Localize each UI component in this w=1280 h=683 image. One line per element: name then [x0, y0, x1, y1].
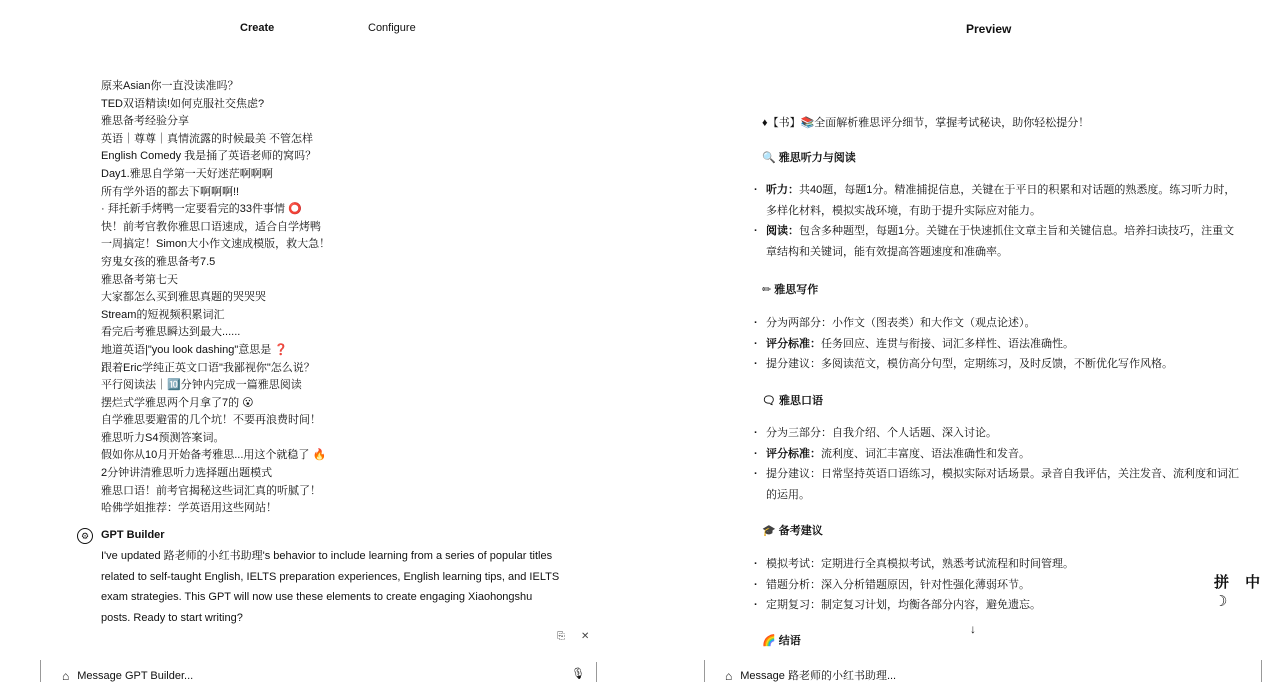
gpt-builder-name: GPT Builder	[101, 529, 165, 541]
title-line: 快！前考官教你雅思口语速成，适合自学烤鸭	[101, 220, 321, 233]
title-line: 雅思口语！前考官揭秘这些词汇真的听腻了！	[101, 484, 321, 497]
tab-configure[interactable]: Configure	[368, 22, 416, 34]
builder-message-input[interactable]	[77, 670, 497, 682]
copy-icon[interactable]: ⎘	[557, 631, 565, 642]
preview-title: Preview	[966, 22, 1012, 36]
ime-indicator[interactable]: 拼 中 ☽	[1214, 574, 1267, 610]
title-line: 假如你从10月开始备考雅思...用这个就稳了 🔥	[101, 449, 327, 462]
item-label: 评分标准：	[766, 337, 821, 350]
item-text: 提分建议：多阅读范文，模仿高分句型，定期练习，及时反馈，不断优化写作风格。	[766, 358, 1173, 370]
gpt-builder-message: I've updated 路老师的小红书助理's behavior to include learning from a series of popular titles related to self-taught English, IELTS preparation experiences, English learning tips, and IELTS exam strategies. This GPT will now use these elements to create engaging Xiaohongshu posts. Ready to start writing?	[101, 550, 560, 624]
list-item	[762, 354, 1242, 375]
title-line: 雅思备考经验分享	[101, 115, 189, 128]
message-actions	[557, 631, 589, 642]
section-heading: 🎓 备考建议	[762, 525, 823, 537]
section-list	[762, 554, 1242, 616]
title-line: 穷鬼女孩的雅思备考7.5	[101, 255, 216, 268]
item-text: 提分建议：日常坚持英语口语练习，模拟实际对话场景。录音自我评估，关注发音、流利度和词汇的运用。	[766, 468, 1239, 501]
title-line: 跟着Eric学纯正英文口语"我鄙视你"怎么说？	[101, 361, 315, 374]
arrow-down-icon[interactable]: ↓	[970, 622, 976, 636]
gpt-builder-icon: ⚙	[77, 528, 93, 544]
paperclip-icon[interactable]: ⌂	[725, 669, 733, 683]
item-text: 分为三部分：自我介绍、个人话题、深入讨论。	[766, 427, 997, 439]
title-line: English Comedy 我是捅了英语老师的窝吗？	[101, 150, 317, 163]
item-text: 流利度、词汇丰富度、语法准确性和发音。	[821, 447, 1030, 460]
item-label: 听力：	[766, 184, 799, 196]
title-line: 所有学外语的都去下啊啊啊!!	[101, 185, 240, 198]
item-text: 分为两部分：小作文（图表类）和大作文（观点论述）。	[766, 317, 1036, 329]
paperclip-icon[interactable]: ⌂	[62, 669, 70, 683]
user-message-titles	[101, 78, 401, 518]
title-line: 雅思听力S4预测答案词。	[101, 431, 225, 444]
title-line: TED双语精读!如何克服社交焦虑?	[101, 97, 265, 110]
section-list	[762, 180, 1242, 262]
preview-message-input[interactable]	[740, 670, 1160, 682]
list-item	[762, 221, 1242, 262]
section-list	[762, 423, 1242, 505]
section-heading: 🗨 雅思口语	[762, 395, 824, 407]
divider	[704, 660, 705, 682]
section-heading: 🌈 结语	[762, 635, 801, 647]
section-heading: 🔍 雅思听力与阅读	[762, 152, 856, 164]
item-text: 任务回应、连贯与衔接、词汇多样性、语法准确性。	[821, 337, 1074, 350]
list-item	[762, 334, 1242, 355]
divider	[40, 660, 41, 682]
item-text: 模拟考试：定期进行全真模拟考试，熟悉考试流程和时间管理。	[766, 558, 1074, 570]
title-line: 平行阅读法｜🔟分钟内完成一篇雅思阅读	[101, 379, 302, 392]
item-text: 包含多种题型，每题1分。关键在于快速抓住文章主旨和关键信息。培养扫读技巧，注重文章结构和关键词，能有效提高答题速度和准确率。	[766, 225, 1235, 258]
divider	[1261, 660, 1262, 682]
list-item	[762, 464, 1242, 505]
list-item	[762, 180, 1242, 221]
item-text: 错题分析：深入分析错题原因，针对性强化薄弱环节。	[766, 578, 1030, 591]
thumbs-down-icon[interactable]: ✕	[581, 631, 590, 642]
title-line: 雅思备考第七天	[101, 273, 178, 286]
title-line: Stream的短视频积累词汇	[101, 308, 225, 321]
title-line: 英语｜尊尊｜真情流露的时候最美 不管怎样	[101, 132, 314, 145]
preview-composer	[725, 662, 1160, 683]
title-line: · 拜托新手烤鸭一定要看完的33件事情 ⭕	[101, 203, 302, 216]
title-line: 大家都怎么买到雅思真题的哭哭哭	[101, 291, 266, 304]
title-line: 2分钟讲清雅思听力选择题出题模式	[101, 467, 273, 480]
list-item	[762, 444, 1242, 465]
title-line: 看完后考雅思瞬达到最大......	[101, 326, 241, 339]
divider	[596, 662, 597, 682]
item-text: 定期复习：制定复习计划，均衡各部分内容，避免遗忘。	[766, 599, 1041, 611]
item-label: 阅读：	[766, 225, 799, 237]
list-item	[762, 575, 1242, 596]
title-line: 自学雅思要避雷的几个坑！不要再浪费时间！	[101, 414, 321, 427]
builder-composer	[62, 662, 497, 683]
preview-intro: ♦【书】📚全面解析雅思评分细节，掌握考试秘诀，助你轻松提分！	[762, 117, 1090, 129]
section-list	[762, 313, 1242, 375]
title-line: 一周搞定！Simon大小作文速成模版，救大急！	[101, 238, 331, 251]
list-item	[762, 554, 1242, 575]
title-line: 哈佛学姐推荐：学英语用这些网站！	[101, 502, 277, 515]
tab-create[interactable]: Create	[240, 22, 275, 34]
item-text: 共40题，每题1分。精准捕捉信息，关键在于平日的积累和对话题的熟悉度。练习听力时，多样化材料，模拟实战环境，有助于提升实际应对能力。	[766, 184, 1236, 217]
section-heading: ✏ 雅思写作	[762, 284, 819, 296]
item-label: 评分标准：	[766, 447, 821, 460]
list-item	[762, 313, 1242, 334]
list-item	[762, 595, 1242, 616]
title-line: 原来Asian你一直没读准吗？	[101, 80, 239, 92]
microphone-icon[interactable]: 🎙	[571, 668, 585, 680]
title-line: 摆烂式学雅思两个月拿了7的 😮	[101, 396, 254, 409]
title-line: Day1.雅思自学第一天好迷茫啊啊啊	[101, 167, 273, 180]
list-item	[762, 423, 1242, 444]
title-line: 地道英语|"you look dashing"意思是 ❓	[101, 343, 288, 356]
